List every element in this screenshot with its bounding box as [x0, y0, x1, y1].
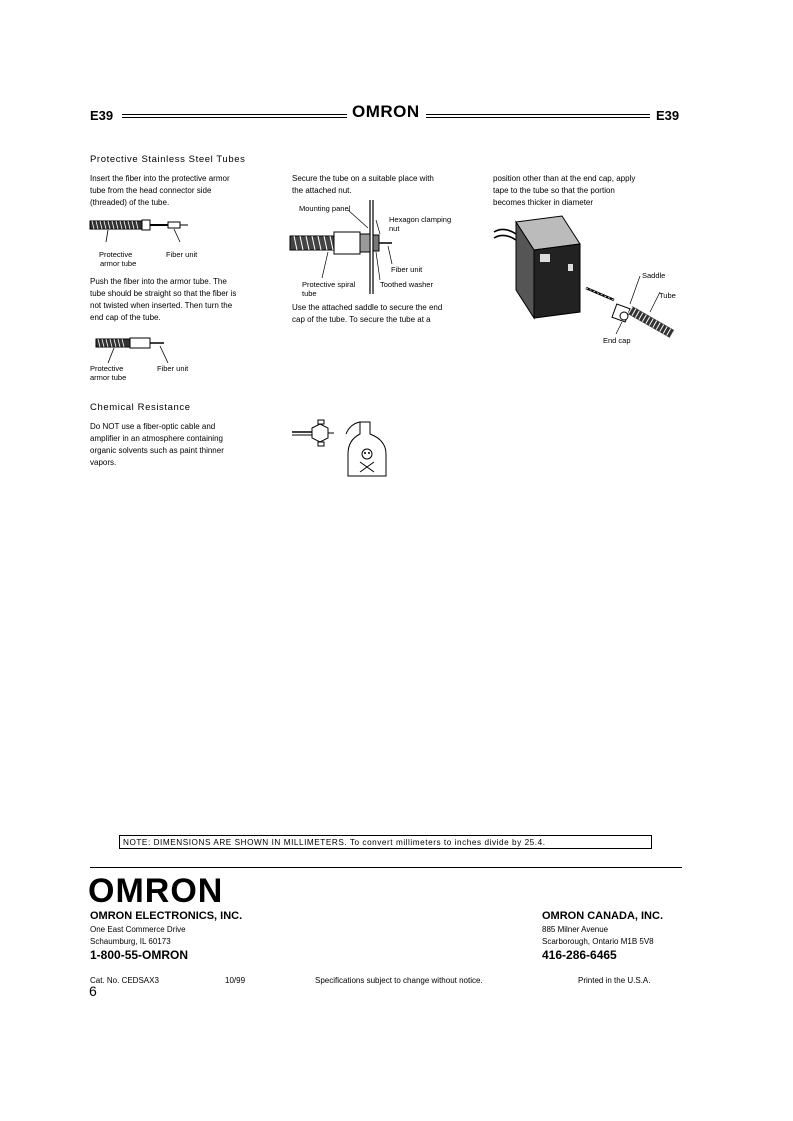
- section-title-chemical: Chemical Resistance: [90, 402, 191, 413]
- canada-address: 885 Milner Avenue Scarborough, Ontario M1B 5V8: [542, 925, 654, 946]
- header-rule-left: [122, 114, 347, 118]
- section-title-tubes: Protective Stainless Steel Tubes: [90, 154, 246, 165]
- label-spiral-tube: Protective spiral tube: [302, 280, 356, 298]
- page-code-right: E39: [656, 108, 680, 123]
- page-code-left: E39: [90, 108, 114, 123]
- catalog-number: Cat. No. CEDSAX3: [90, 976, 159, 985]
- us-company: OMRON ELECTRONICS, INC.: [90, 910, 243, 922]
- us-address: One East Commerce Drive Schaumburg, IL 60173: [90, 925, 186, 946]
- fig2-label-armor-tube: Protective armor tube: [90, 364, 127, 382]
- spiral-tube-3: [630, 310, 672, 334]
- col3-para1: position other than at the end cap, apply tape to the tube so that the portion becomes thicker in diameter: [493, 174, 636, 207]
- disclaimer: Specifications subject to change without notice.: [315, 976, 483, 985]
- fig2-label-fiber-unit: Fiber unit: [157, 364, 189, 373]
- label-mounting-panel: Mounting panel: [299, 204, 351, 213]
- label-saddle: Saddle: [642, 271, 666, 280]
- label-hexagon-nut: Hexagon clamping nut: [389, 215, 452, 233]
- poison-bottle-icon: [346, 422, 386, 476]
- saddle-and-end-cap: [612, 304, 630, 322]
- chemical-warning-figure: [290, 414, 390, 480]
- col1-para2: Push the fiber into the armor tube. The tube should be straight so that the fiber is not twisted when inserted. Then turn the end cap of the tube.: [90, 277, 237, 322]
- label-end-cap: End cap: [603, 336, 631, 345]
- col1-para1: Insert the fiber into the protective armor tube from the head connector side (threaded) of the tube.: [90, 174, 230, 207]
- armor-tube-figure-1: [88, 215, 208, 243]
- chemical-para: Do NOT use a fiber-optic cable and amplifier in an atmosphere containing organic solvents such as paint thinner vapors.: [90, 422, 224, 467]
- col2-para1: Secure the tube on a suitable place with the attached nut.: [292, 174, 434, 195]
- us-phone: 1-800-55-OMRON: [90, 948, 189, 962]
- armor-tube-figure-2: [94, 334, 204, 364]
- header-logo: OMRON: [352, 102, 420, 121]
- fig1-label-armor-tube: Protective armor tube: [99, 250, 137, 268]
- header-rule-right: [426, 114, 650, 118]
- fig1-label-fiber-unit: Fiber unit: [166, 250, 198, 259]
- page-number: 6: [89, 983, 97, 999]
- amplifier-unit: [516, 216, 580, 318]
- footer-rule: [90, 867, 682, 868]
- label-tube: Tube: [659, 291, 676, 300]
- label-fiber-unit: Fiber unit: [391, 265, 423, 274]
- col2-para2: Use the attached saddle to secure the end cap of the tube. To secure the tube at a: [292, 303, 443, 324]
- dimensions-note: NOTE: DIMENSIONS ARE SHOWN IN MILLIMETERS. To convert millimeters to inches divide by 25.4.: [119, 835, 652, 849]
- label-toothed-washer: Toothed washer: [380, 280, 433, 289]
- armor-tube-coil: [90, 221, 142, 229]
- canada-phone: 416-286-6465: [542, 948, 617, 962]
- spiral-tube: [290, 236, 334, 250]
- catalog-date: 10/99: [225, 976, 246, 985]
- canada-company: OMRON CANADA, INC.: [542, 910, 663, 922]
- printed-in: Printed in the U.S.A.: [578, 976, 651, 985]
- footer-logo: OMRON: [88, 872, 224, 910]
